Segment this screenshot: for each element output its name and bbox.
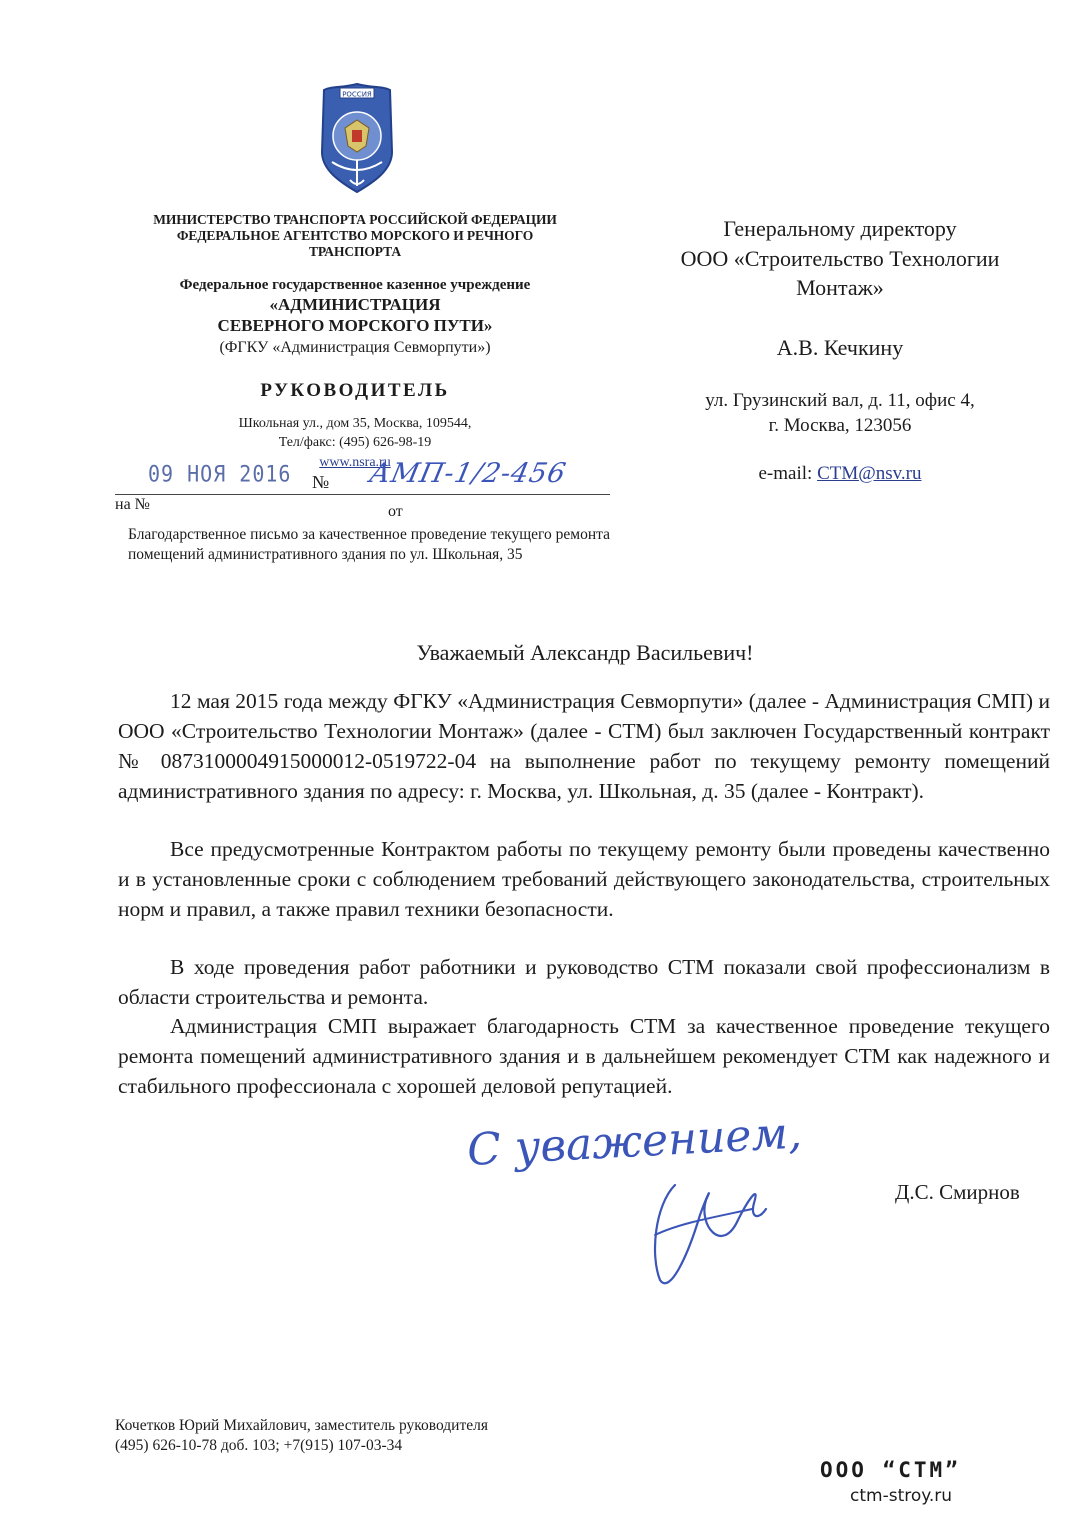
letter-subject: Благодарственное письмо за качественное проведение текущего ремонта помещений административного здания по ул. Школьная, 35 <box>128 526 610 563</box>
body-paragraph-2: Все предусмотренные Контрактом работы по текущему ремонту были проведены качественно и в установленные сроки с соблюдением требований действующего законодательства, строительных норм и правил, а также правил техники безопасности. <box>118 837 1050 921</box>
registration-number: АМП-1/2-456 <box>366 458 570 489</box>
addressee-position-2: ООО «Строительство Технологии <box>680 246 1000 271</box>
email-label: e-mail: <box>758 463 818 484</box>
site-watermark: ctm-stroy.ru <box>850 1486 953 1506</box>
reference-number-label: на № <box>115 496 150 513</box>
signer-name: Д.С. Смирнов <box>895 1180 1020 1204</box>
emblem-logo <box>312 82 402 194</box>
addressee-position-1: Генеральному директору <box>723 216 957 241</box>
ministry-line-1: МИНИСТЕРСТВО ТРАНСПОРТА РОССИЙСКОЙ ФЕДЕРАЦИИ <box>153 212 557 227</box>
ministry-line-2: ФЕДЕРАЛЬНОЕ АГЕНТСТВО МОРСКОГО И РЕЧНОГО <box>176 228 534 243</box>
handwritten-signature <box>460 1105 880 1305</box>
addressee-email-line <box>630 463 1050 485</box>
role-title: РУКОВОДИТЕЛЬ <box>260 380 450 401</box>
emblem-caption: РОССИЯ <box>342 90 372 99</box>
institution-type: Федеральное государственное казенное учреждение <box>179 277 531 293</box>
addressee-email-link[interactable]: CTM@nsv.ru <box>817 463 922 484</box>
addressee-position-3: Монтаж» <box>796 275 884 300</box>
handwritten-closing: С уважением, <box>465 1107 804 1176</box>
number-underline <box>115 494 610 495</box>
body-paragraph-4: Администрация СМП выражает благодарность СТМ за качественное проведение текущего ремонта помещений административного здания и в дальнейшем рекомендует СТМ как надежного и стабильного профессионала с хорошей деловой репутацией. <box>118 1014 1050 1098</box>
addressee-address-2: г. Москва, 123056 <box>768 415 912 436</box>
sender-phone: Тел/факс: (495) 626-98-19 <box>278 435 432 450</box>
addressee-address-1: ул. Грузинский вал, д. 11, офис 4, <box>705 390 975 411</box>
institution-name-2: СЕВЕРНОГО МОРСКОГО ПУТИ» <box>217 316 493 335</box>
sender-address: Школьная ул., дом 35, Москва, 109544, <box>238 416 472 431</box>
institution-short-name: (ФГКУ «Администрация Севморпути») <box>219 339 491 356</box>
body-paragraph-3: В ходе проведения работ работники и руководство СТМ показали свой профессионализм в области строительства и ремонта. <box>118 955 1050 1009</box>
body-paragraph-1: 12 мая 2015 года между ФГКУ «Администрация Севморпути» (далее - Администрация СМП) и ООО «Строительство Технологии Монтаж» (далее - СТМ) был заключен Государственный контракт № 0873100004915000012-0519722-04 на выполнение работ по текущему ремонту помещений административного здания по адресу: г. Москва, ул. Школьная, д. 35 (далее - Контракт). <box>118 689 1050 803</box>
number-label: № <box>312 472 330 492</box>
executor-name: Кочетков Юрий Михайлович, заместитель руководителя <box>115 1417 488 1434</box>
institution-name-1: «АДМИНИСТРАЦИЯ <box>269 295 441 314</box>
reference-date-label: от <box>388 503 403 520</box>
executor-phones: (495) 626-10-78 доб. 103; +7(915) 107-03-34 <box>115 1437 403 1454</box>
ministry-line-3: ТРАНСПОРТА <box>308 244 402 259</box>
company-watermark: ООО “СТМ” <box>820 1458 961 1482</box>
salutation: Уважаемый Александр Васильевич! <box>416 640 754 665</box>
sender-website-link[interactable]: www.nsra.ru <box>319 455 391 470</box>
date-stamp: 09 НОЯ 2016 <box>148 460 292 488</box>
addressee-name: А.В. Кечкину <box>776 335 904 360</box>
